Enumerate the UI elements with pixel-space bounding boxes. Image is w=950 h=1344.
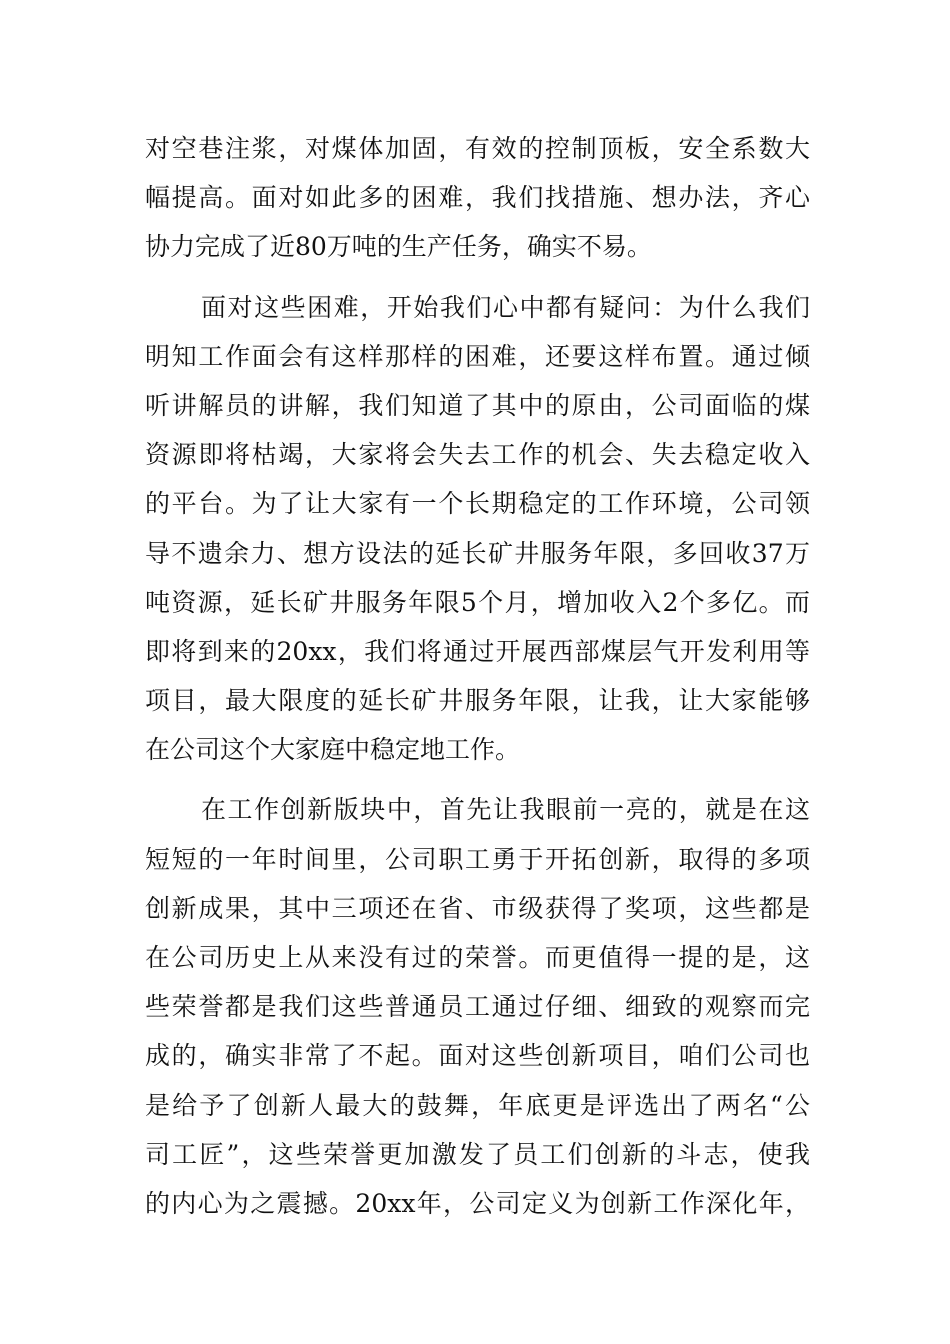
- text-line: 在工作创新版块中，首先让我眼前一亮的，就是在这: [201, 795, 810, 825]
- text-line: 的内心为之震撼。20xx年，公司定义为创新工作深化年，: [145, 1188, 810, 1218]
- text-line: 吨资源，延长矿井服务年限5个月，增加收入2个多亿。而: [145, 587, 810, 617]
- text-line: 协力完成了近80万吨的生产任务，确实不易。: [145, 232, 652, 262]
- paragraph-2: [145, 283, 810, 775]
- text-line: 项目，最大限度的延长矿井服务年限，让我，让大家能够: [145, 686, 810, 716]
- text-line: 即将到来的20xx，我们将通过开展西部煤层气开发利用等: [145, 636, 810, 666]
- text-line: 面对这些困难，开始我们心中都有疑问：为什么我们: [201, 292, 810, 322]
- text-line: 的平台。为了让大家有一个长期稳定的工作环境，公司领: [145, 489, 810, 519]
- paragraph-1: [145, 124, 810, 272]
- text-line: 些荣誉都是我们这些普通员工通过仔细、细致的观察而完: [145, 992, 810, 1022]
- text-line: 在公司历史上从来没有过的荣誉。而更值得一提的是，这: [145, 943, 810, 972]
- text-line: 成的，确实非常了不起。面对这些创新项目，咱们公司也: [145, 1041, 810, 1071]
- text-line: 对空巷注浆，对煤体加固，有效的控制顶板，安全系数大: [145, 134, 810, 163]
- text-line: 司工匠”，这些荣誉更加激发了员工们创新的斗志，使我: [145, 1139, 810, 1169]
- text-line: 是给予了创新人最大的鼓舞，年底更是评选出了两名“公: [145, 1090, 810, 1120]
- text-line: 明知工作面会有这样那样的困难，还要这样布置。通过倾: [145, 341, 810, 371]
- text-line: 在公司这个大家庭中稳定地工作。: [145, 735, 521, 765]
- text-line: 导不遗余力、想方设法的延长矿井服务年限，多回收37万: [145, 538, 810, 568]
- text-line: 创新成果，其中三项还在省、市级获得了奖项，这些都是: [145, 893, 810, 923]
- text-line: 幅提高。面对如此多的困难，我们找措施、想办法，齐心: [145, 183, 810, 213]
- text-line: 听讲解员的讲解，我们知道了其中的原由，公司面临的煤: [145, 390, 810, 420]
- document-body: [145, 124, 810, 1228]
- text-line: 短短的一年时间里，公司职工勇于开拓创新，取得的多项: [145, 844, 810, 874]
- paragraph-3: [145, 785, 810, 1228]
- text-line: 资源即将枯竭，大家将会失去工作的机会、失去稳定收入: [145, 440, 810, 470]
